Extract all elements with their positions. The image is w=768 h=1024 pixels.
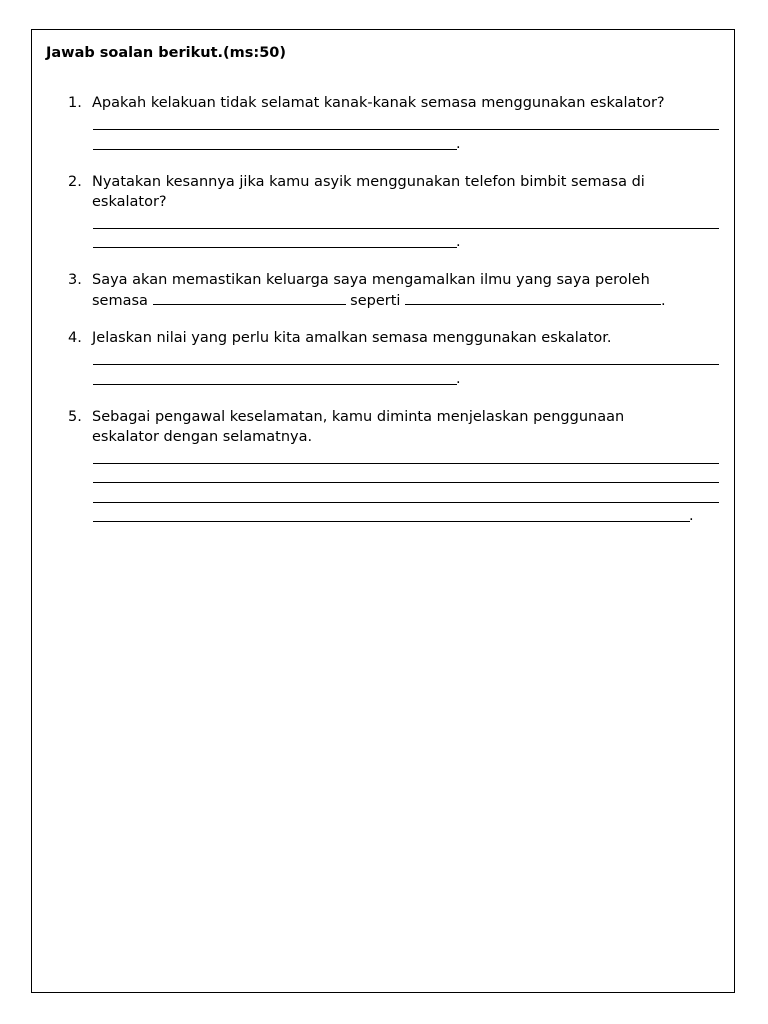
answer-line[interactable]: [92, 114, 720, 134]
line-end-period: .: [689, 508, 694, 524]
question-text: Sebagai pengawal keselamatan, kamu diminta menjelaskan penggunaan eskalator dengan selamatnya.: [92, 409, 625, 445]
line-end-period: .: [456, 135, 461, 152]
fill-in-line: [92, 291, 720, 312]
question-number: 2.: [68, 174, 82, 190]
fill-in-blank-1[interactable]: [153, 291, 346, 305]
answer-line[interactable]: [92, 467, 720, 487]
question-number: 4.: [68, 330, 82, 346]
line-end-period: .: [661, 292, 666, 309]
fill-in-label-semasa: semasa: [92, 292, 148, 309]
answer-line[interactable]: [92, 232, 720, 252]
question-number: 1.: [68, 95, 82, 111]
question-number: 3.: [68, 272, 82, 288]
answer-line[interactable]: [92, 133, 720, 153]
answer-line[interactable]: [92, 368, 720, 388]
answer-line[interactable]: [92, 212, 720, 232]
question-text: Apakah kelakuan tidak selamat kanak-kanak semasa menggunakan eskalator?: [92, 95, 665, 111]
worksheet-heading: Jawab soalan berikut.(ms:50): [46, 45, 287, 61]
question-text: Nyatakan kesannya jika kamu asyik menggunakan telefon bimbit semasa di eskalator?: [92, 174, 645, 210]
answer-line[interactable]: [92, 447, 720, 467]
line-end-period: .: [456, 370, 461, 387]
fill-in-blank-2[interactable]: [405, 291, 661, 305]
answer-line[interactable]: [92, 486, 720, 506]
fill-in-label-seperti: seperti: [350, 292, 401, 309]
answer-line[interactable]: [92, 349, 720, 369]
question-number: 5.: [68, 409, 82, 425]
question-text: Saya akan memastikan keluarga saya mengamalkan ilmu yang saya peroleh: [92, 272, 650, 288]
question-text: Jelaskan nilai yang perlu kita amalkan semasa menggunakan eskalator.: [92, 330, 612, 346]
answer-line[interactable]: [92, 506, 720, 526]
line-end-period: .: [456, 234, 461, 250]
